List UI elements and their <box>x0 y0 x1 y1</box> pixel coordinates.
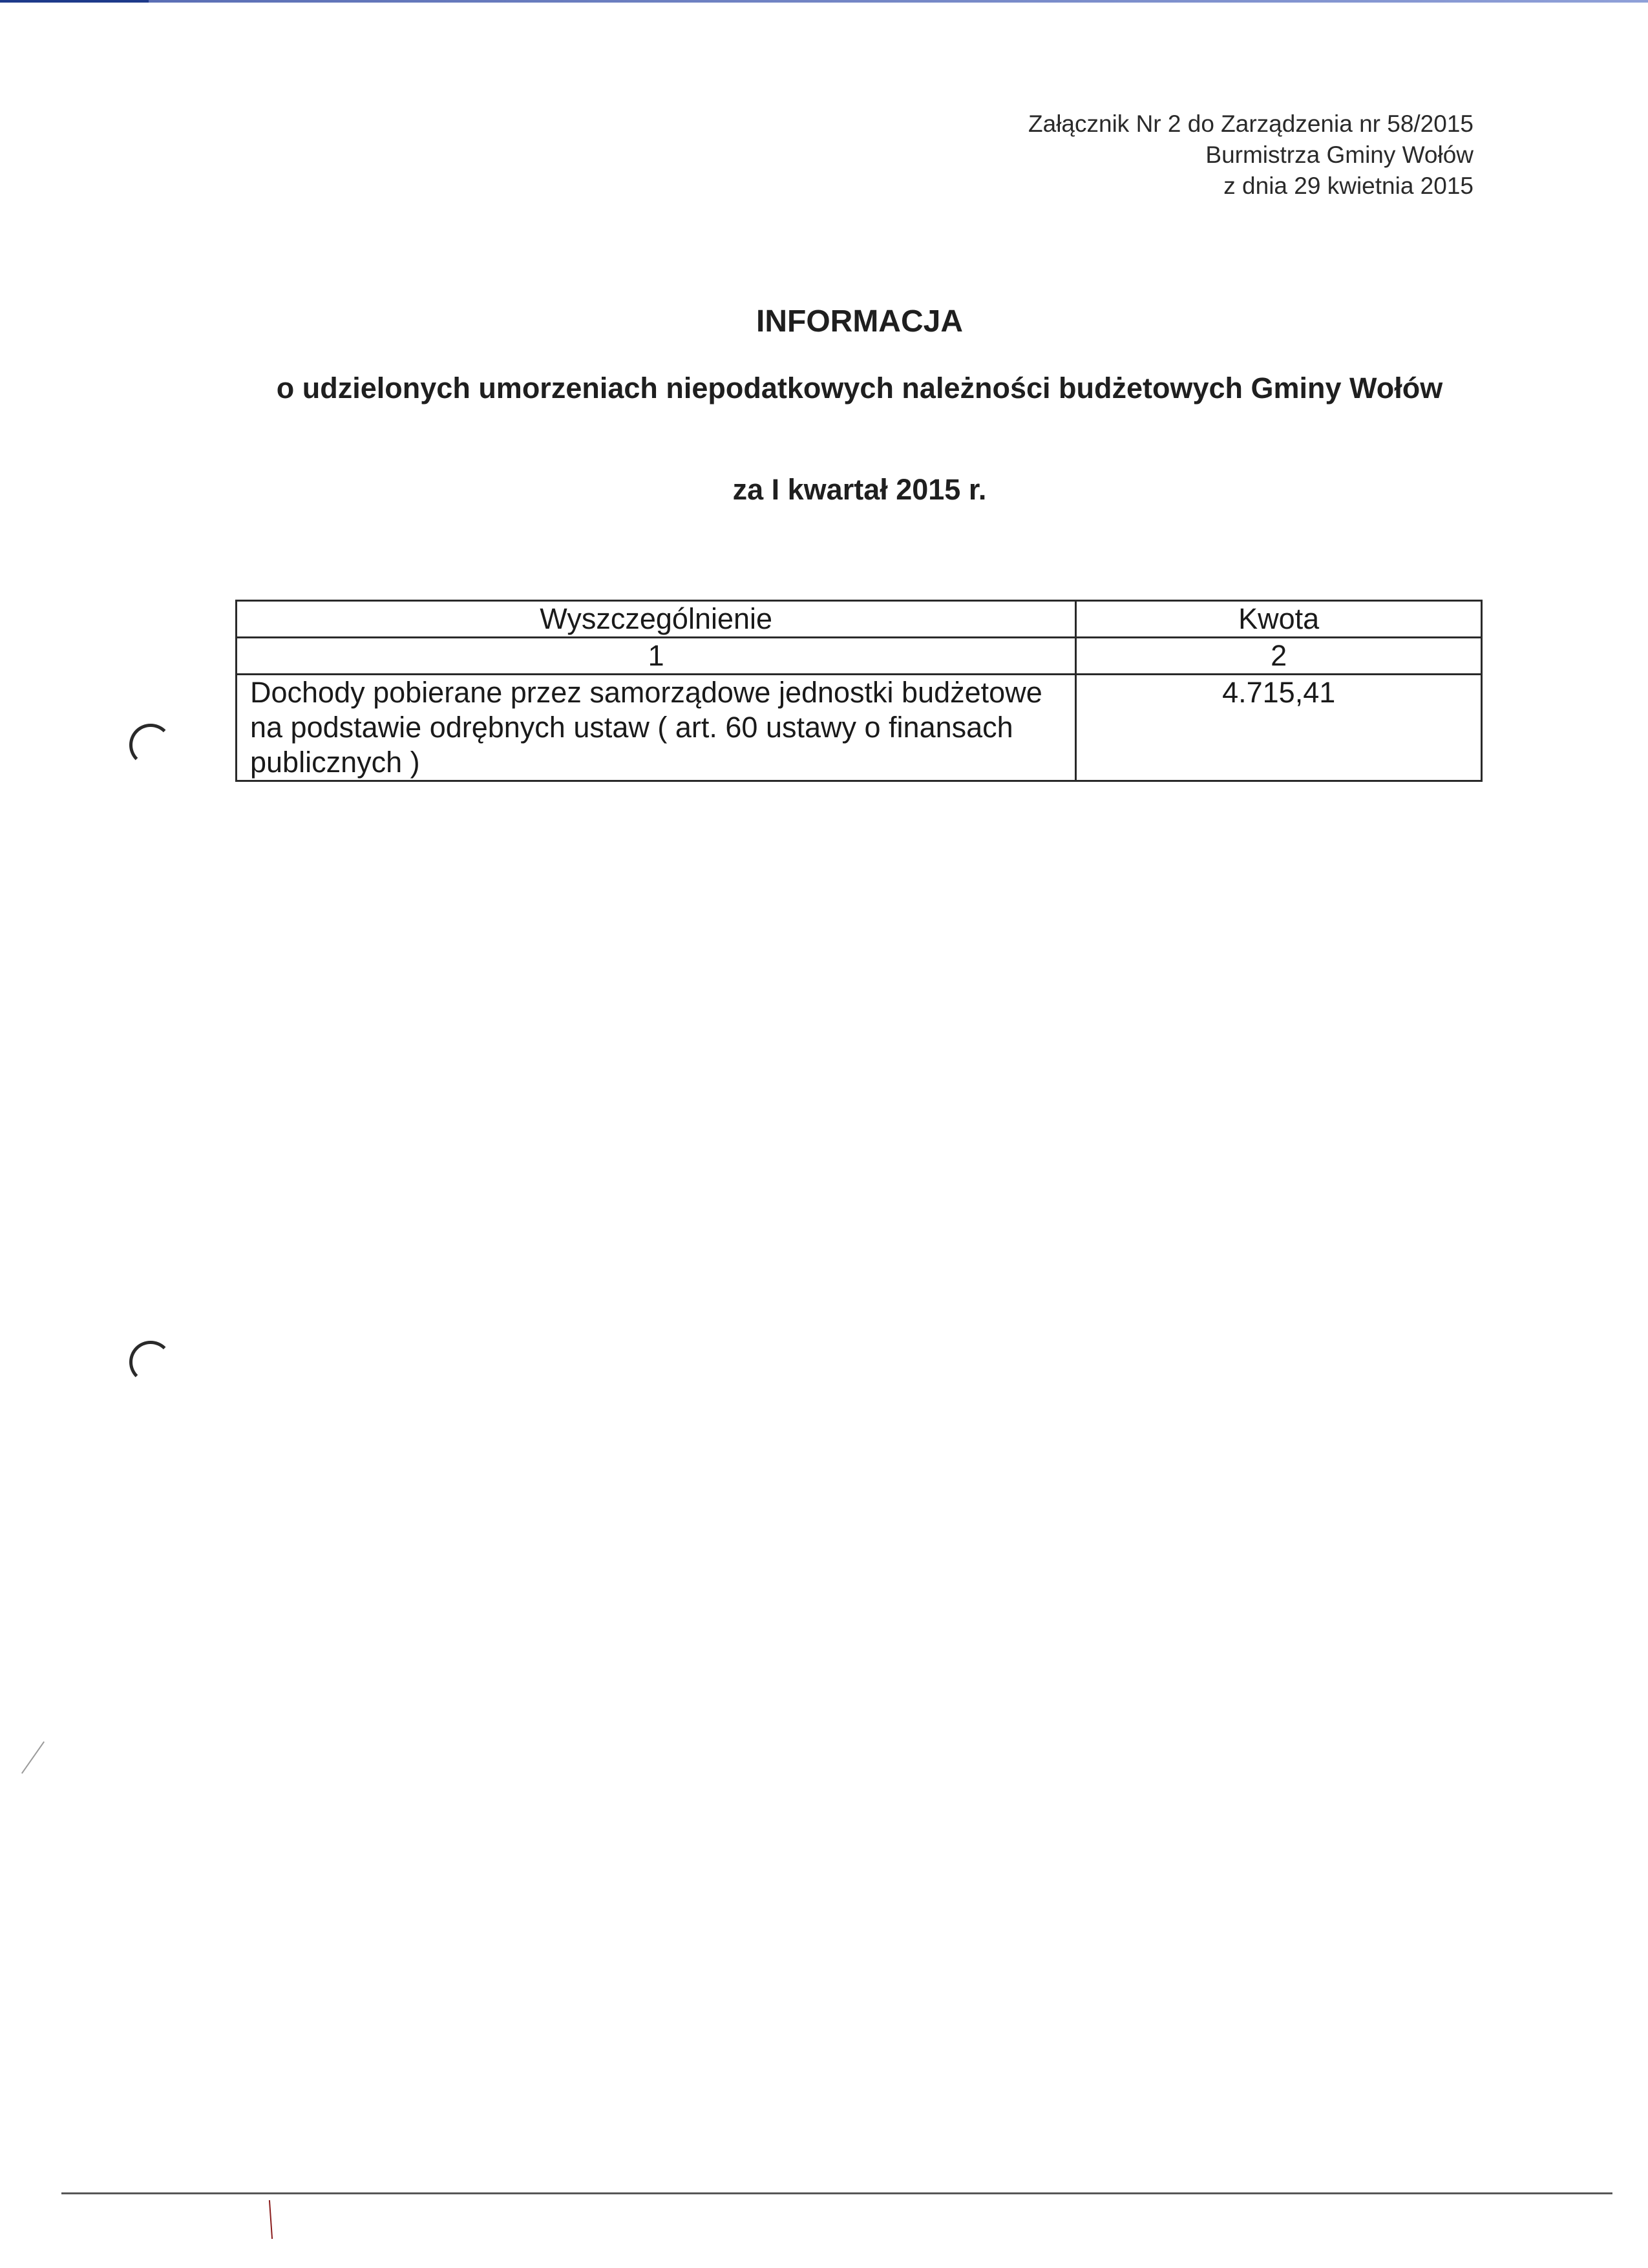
attachment-header <box>1028 109 1474 202</box>
scan-bottom-edge <box>61 2192 1612 2194</box>
row-description: Dochody pobierane przez samorządowe jednostki budżetowe na podstawie odrębnych ustaw ( art. 60 ustawy o finansach publicznych ) <box>237 675 1076 781</box>
column-number-1: 1 <box>237 638 1076 675</box>
attachment-line-3: z dnia 29 kwietnia 2015 <box>1223 173 1474 199</box>
document-title: INFORMACJA <box>756 304 963 339</box>
table-row <box>237 675 1482 781</box>
table-header-row <box>237 601 1482 638</box>
document-period: za I kwartał 2015 r. <box>732 473 987 506</box>
row-amount: 4.715,41 <box>1076 675 1482 781</box>
table-column-number-row <box>237 638 1482 675</box>
punch-hole-mark-bottom <box>129 1341 172 1383</box>
scan-artifact-mark <box>21 1741 45 1774</box>
punch-hole-mark-top <box>129 724 172 766</box>
document-subtitle: o udzielonych umorzeniach niepodatkowych należności budżetowych Gminy Wołów <box>276 372 1443 404</box>
header-description: Wyszczególnienie <box>237 601 1076 638</box>
attachment-line-1: Załącznik Nr 2 do Zarządzenia nr 58/2015 <box>1028 110 1474 137</box>
header-amount: Kwota <box>1076 601 1482 638</box>
column-number-2: 2 <box>1076 638 1482 675</box>
summary-table <box>235 600 1483 782</box>
scan-top-edge <box>0 0 1648 3</box>
scan-artifact-tick <box>269 2200 273 2239</box>
attachment-line-2: Burmistrza Gminy Wołów <box>1205 142 1474 168</box>
